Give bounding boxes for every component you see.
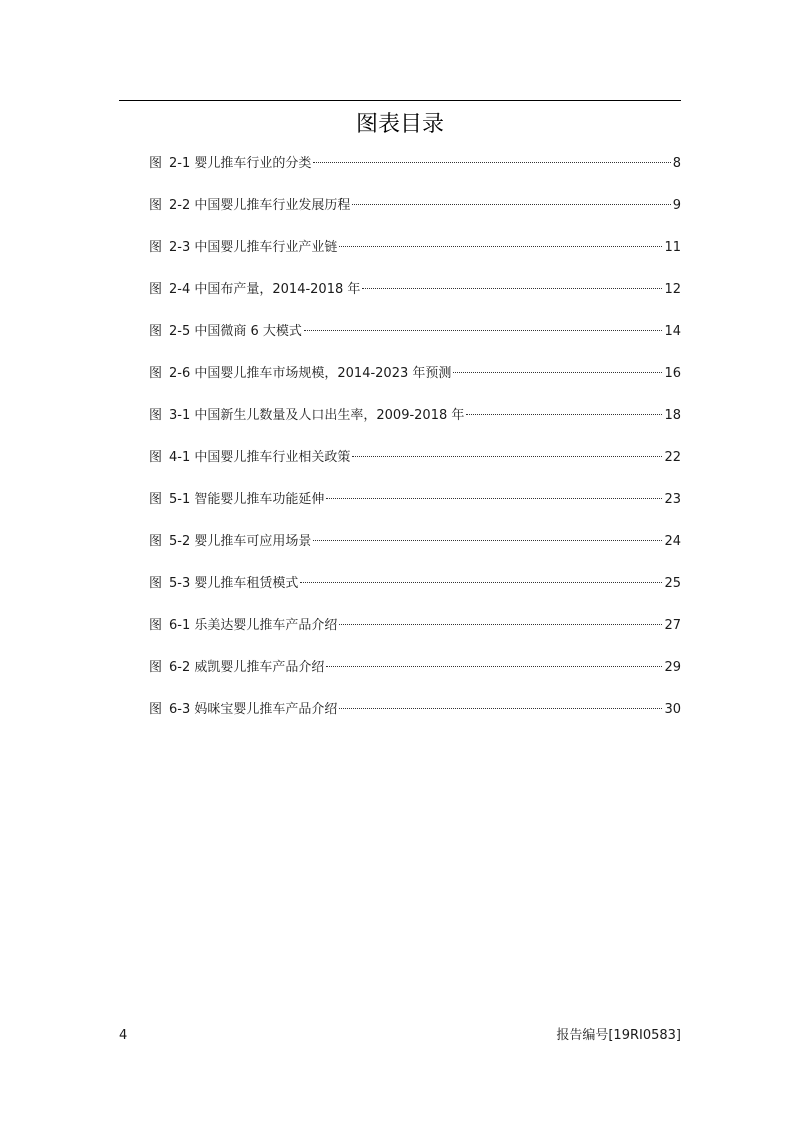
toc-entry-page: 30 <box>664 702 681 717</box>
toc-entry[interactable] <box>149 657 681 699</box>
toc-entry-title: 威凯婴儿推车产品介绍 <box>194 660 325 675</box>
toc-entry[interactable] <box>149 699 681 741</box>
toc-entry-page: 27 <box>664 618 681 633</box>
toc-entry-title: 智能婴儿推车功能延伸 <box>194 492 325 507</box>
toc-entry-number: 4-1 <box>169 450 191 465</box>
toc-entry-fig-word: 图 <box>149 324 163 339</box>
toc-entry-label <box>149 363 451 385</box>
toc-entry[interactable] <box>149 195 681 237</box>
toc-entry-page: 25 <box>664 576 681 591</box>
toc-dot-leader <box>453 372 662 373</box>
toc-entry-number: 2-6 <box>169 366 191 381</box>
toc-entry-fig-word: 图 <box>149 156 163 171</box>
page-title: 图表目录 <box>355 112 444 137</box>
toc-entry-page: 14 <box>664 324 681 339</box>
toc-dot-leader <box>362 288 662 289</box>
toc-entry-title: 中国新生儿数量及人口出生率，2009-2018 年 <box>194 408 465 423</box>
toc-entry-label <box>149 447 350 469</box>
toc-dot-leader <box>300 582 662 583</box>
toc-entry[interactable] <box>149 531 681 573</box>
toc-entry-label <box>149 573 298 595</box>
toc-entry-title: 乐美达婴儿推车产品介绍 <box>194 618 338 633</box>
footer-page-number: 4 <box>119 1028 128 1043</box>
toc-entry[interactable] <box>149 405 681 447</box>
toc-entry-page: 29 <box>664 660 681 675</box>
toc-dot-leader <box>352 456 662 457</box>
toc-entry-label <box>149 531 311 553</box>
toc-entry[interactable] <box>149 573 681 615</box>
toc-entry-fig-word: 图 <box>149 618 163 633</box>
toc-dot-leader <box>304 330 663 331</box>
toc-entry-title: 中国婴儿推车市场规模，2014-2023 年预测 <box>194 366 452 381</box>
toc-entry-number: 2-2 <box>169 198 191 213</box>
toc-dot-leader <box>466 414 662 415</box>
toc-entry-title: 中国微商 6 大模式 <box>194 324 302 339</box>
toc-entry-title: 婴儿推车行业的分类 <box>194 156 312 171</box>
toc-entry-label <box>149 237 337 259</box>
toc-entry-label <box>149 405 464 427</box>
toc-entry[interactable] <box>149 489 681 531</box>
toc-entry-label <box>149 615 337 637</box>
toc-entry-label <box>149 489 324 511</box>
toc-entry-number: 5-2 <box>169 534 191 549</box>
toc-entry-fig-word: 图 <box>149 534 163 549</box>
toc-entry-title: 婴儿推车可应用场景 <box>194 534 312 549</box>
toc-entry-title: 婴儿推车租赁模式 <box>194 576 299 591</box>
toc-dot-leader <box>339 246 662 247</box>
toc-entry-fig-word: 图 <box>149 702 163 717</box>
toc-entry-page: 12 <box>664 282 681 297</box>
toc-entry[interactable] <box>149 615 681 657</box>
toc-dot-leader <box>339 624 662 625</box>
toc-entry-number: 3-1 <box>169 408 191 423</box>
toc-entry-title: 中国布产量，2014-2018 年 <box>194 282 361 297</box>
toc-entry-fig-word: 图 <box>149 198 163 213</box>
toc-entry-fig-word: 图 <box>149 240 163 255</box>
toc-entry[interactable] <box>149 447 681 489</box>
toc-entry-page: 16 <box>664 366 681 381</box>
toc-entry-label <box>149 279 360 301</box>
toc-entry-label <box>149 657 324 679</box>
toc-entry-number: 5-1 <box>169 492 191 507</box>
toc-entry-label <box>149 321 302 343</box>
toc-dot-leader <box>313 162 670 163</box>
toc-entry[interactable] <box>149 153 681 195</box>
header-rule <box>119 100 681 101</box>
toc-entry-number: 6-2 <box>169 660 191 675</box>
footer-report-id: 报告编号[19RI0583] <box>556 1028 681 1043</box>
toc-entry-fig-word: 图 <box>149 450 163 465</box>
toc-entry-number: 6-3 <box>169 702 191 717</box>
toc-dot-leader <box>326 666 662 667</box>
toc-entry-number: 2-1 <box>169 156 191 171</box>
toc-entry-number: 2-3 <box>169 240 191 255</box>
toc-entry-page: 9 <box>672 198 681 213</box>
toc-entry[interactable] <box>149 363 681 405</box>
toc-entry-fig-word: 图 <box>149 660 163 675</box>
toc-dot-leader <box>339 708 662 709</box>
toc-entry-fig-word: 图 <box>149 492 163 507</box>
toc-entry-page: 8 <box>672 156 681 171</box>
toc-entry-page: 24 <box>664 534 681 549</box>
toc-entry-page: 11 <box>664 240 681 255</box>
toc-entry[interactable] <box>149 321 681 363</box>
toc-entry-page: 22 <box>664 450 681 465</box>
toc-entry-fig-word: 图 <box>149 408 163 423</box>
toc-entry-number: 5-3 <box>169 576 191 591</box>
toc-entry-number: 6-1 <box>169 618 191 633</box>
toc-entry-label <box>149 195 350 217</box>
toc-entry-page: 18 <box>664 408 681 423</box>
toc-entry-fig-word: 图 <box>149 366 163 381</box>
toc-entry-title: 中国婴儿推车行业产业链 <box>194 240 338 255</box>
toc-entry[interactable] <box>149 237 681 279</box>
toc-entry-label <box>149 699 337 721</box>
toc-entry-number: 2-4 <box>169 282 191 297</box>
toc-entry-label <box>149 153 311 175</box>
toc-entry-page: 23 <box>664 492 681 507</box>
toc-dot-leader <box>352 204 670 205</box>
toc-entry-number: 2-5 <box>169 324 191 339</box>
toc-dot-leader <box>326 498 662 499</box>
toc-entry-title: 妈咪宝婴儿推车产品介绍 <box>194 702 338 717</box>
toc-entry-fig-word: 图 <box>149 282 163 297</box>
toc-entry[interactable] <box>149 279 681 321</box>
toc-dot-leader <box>313 540 662 541</box>
toc-entry-title: 中国婴儿推车行业相关政策 <box>194 450 351 465</box>
toc-entry-title: 中国婴儿推车行业发展历程 <box>194 198 351 213</box>
toc-entry-fig-word: 图 <box>149 576 163 591</box>
table-of-figures <box>149 153 681 741</box>
